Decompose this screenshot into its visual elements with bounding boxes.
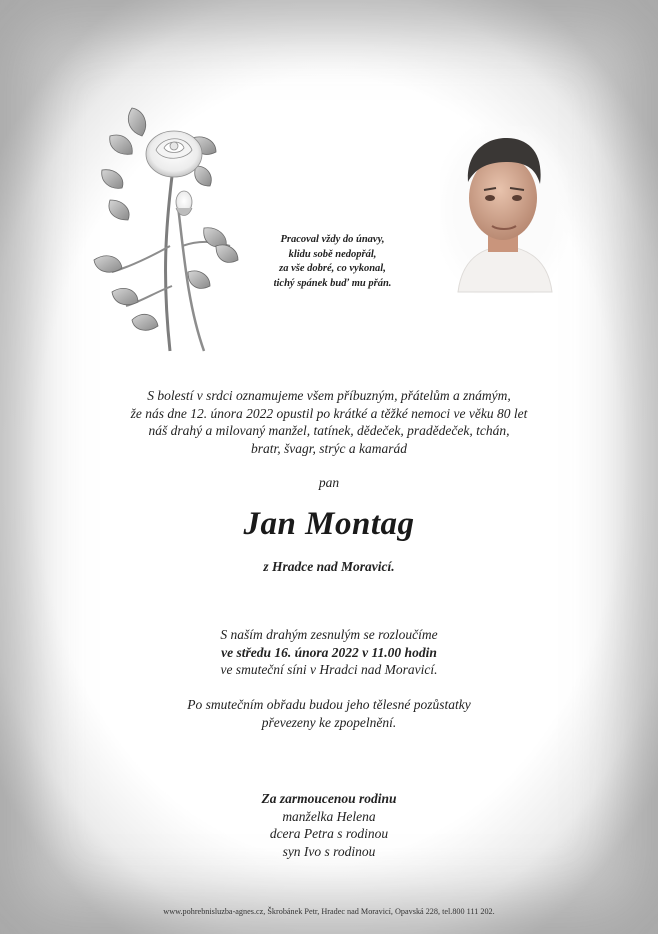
cremation-line: Po smutečním obřadu budou jeho tělesné pozůstatky — [187, 697, 471, 712]
family-signature — [0, 790, 658, 860]
farewell-date-time: ve středu 16. února 2022 v 11.00 hodin — [221, 644, 437, 660]
announcement-line: bratr, švagr, strýc a kamarád — [250, 440, 407, 456]
poem-line: za vše dobré, co vykonal, — [279, 263, 386, 275]
family-member: dcera Petra s rodinou — [269, 826, 389, 841]
poem-line: Pracoval vždy do únavy, — [280, 234, 385, 245]
salutation: pan — [318, 475, 340, 490]
announcement-line: náš drahý a milovaný manžel, tatínek, dědeček, pradědeček, tchán, — [148, 423, 510, 438]
announcement-text — [0, 387, 658, 457]
poem-line: klidu sobě nedopřál, — [288, 248, 377, 260]
farewell-details — [0, 626, 658, 679]
farewell-location: ve smuteční síni v Hradci nad Moravicí. — [220, 662, 438, 677]
portrait-photo — [440, 126, 568, 294]
memorial-poem — [250, 233, 415, 291]
deceased-name: Jan Montag — [243, 506, 415, 542]
funeral-service-footer: www.pohrebnisluzba-agnes.cz, Škrobánek Petr, Hradec nad Moravicí, Opavská 228, tel.800 111 202. — [163, 907, 495, 916]
cremation-note — [0, 696, 658, 731]
farewell-line: S naším drahým zesnulým se rozloučíme — [220, 627, 438, 642]
announcement-line: že nás dne 12. února 2022 opustil po krátké a těžké nemoci ve věku 80 let — [130, 405, 528, 421]
family-member: syn Ivo s rodinou — [282, 843, 376, 859]
announcement-line: S bolestí v srdci oznamujeme všem příbuzným, přátelům a známým, — [147, 388, 511, 403]
poem-line: tichý spánek buď mu přán. — [273, 277, 392, 289]
family-member: manželka Helena — [282, 808, 376, 824]
rose-illustration — [92, 96, 242, 358]
cremation-line: převezeny ke zpopelnění. — [261, 714, 397, 730]
family-heading: Za zarmoucenou rodinu — [261, 791, 397, 806]
deceased-origin: z Hradce nad Moravicí. — [263, 559, 395, 574]
